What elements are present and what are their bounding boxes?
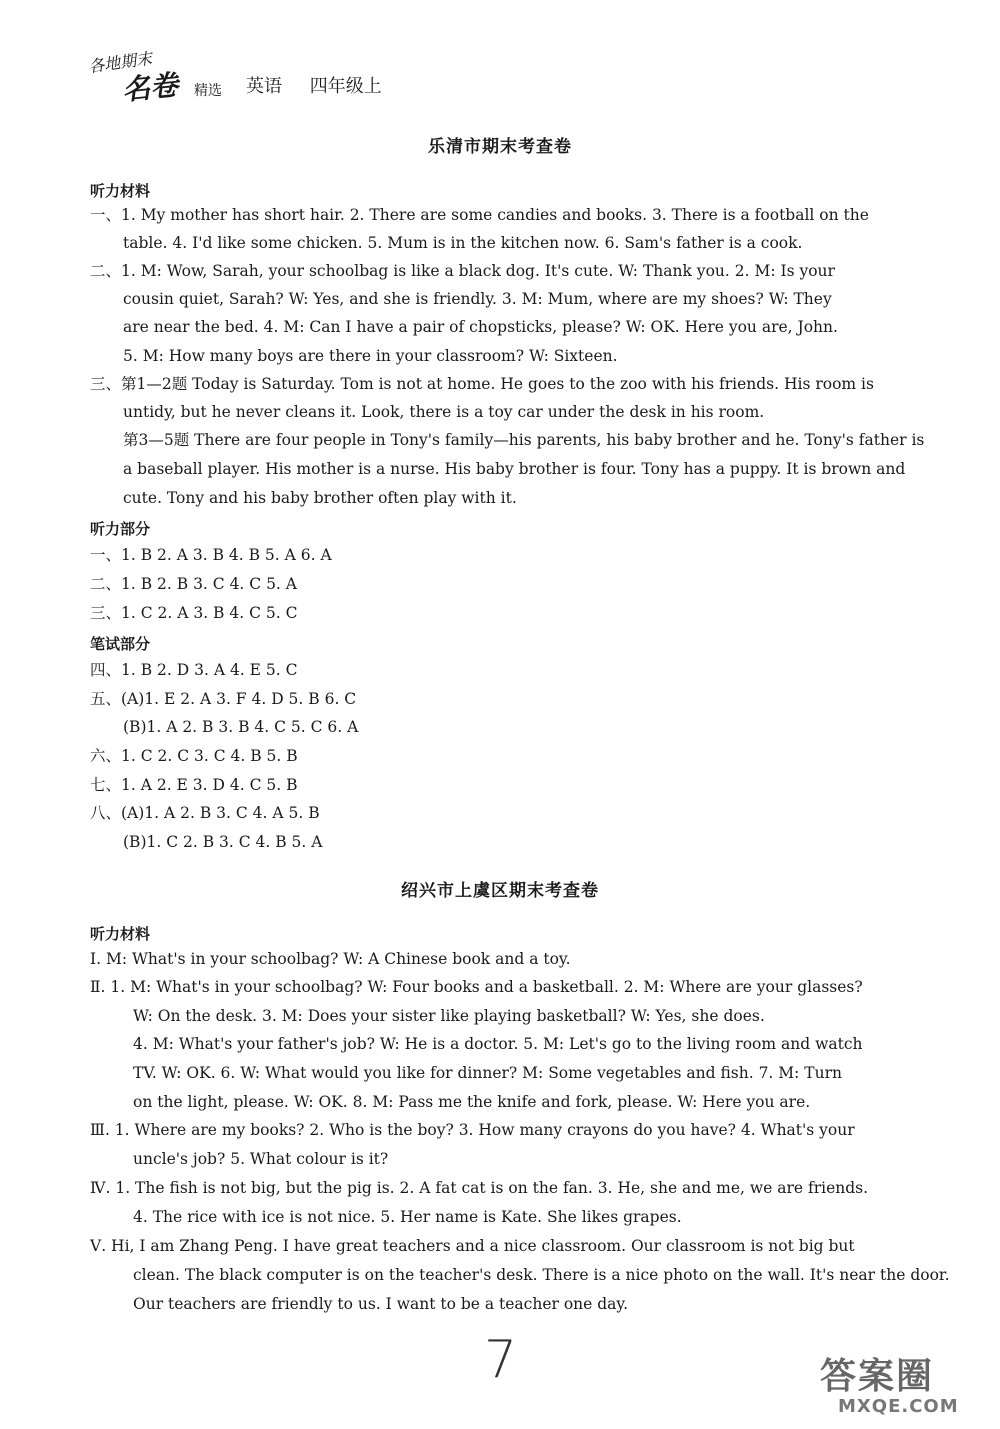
answer-line: 五、(A)1. E 2. A 3. F 4. D 5. B 6. C — [90, 690, 357, 708]
logo-text-2: 名卷 — [120, 68, 180, 107]
answer-line: 四、1. B 2. D 3. A 4. E 5. C — [90, 661, 298, 679]
text-line: 第3—5题 There are four people in Tony's family—his parents, his baby brother and he. Tony's father is — [123, 431, 925, 449]
grade-label: 四年级上 — [309, 76, 382, 97]
series-logo — [82, 50, 242, 106]
logo-text-3: 精选 — [194, 83, 222, 99]
answer-line: 八、(A)1. A 2. B 3. C 4. A 5. B — [90, 804, 320, 822]
text-line: uncle's job? 5. What colour is it? — [133, 1150, 389, 1168]
text-line: Ⅰ. M: What's in your schoolbag? W: A Chinese book and a toy. — [90, 950, 571, 968]
watermark-url: MXQE.COM — [838, 1396, 959, 1417]
text-line: Ⅱ. 1. M: What's in your schoolbag? W: Four books and a basketball. 2. M: Where are your glasses? — [90, 978, 863, 996]
logo-text-1: 各地期末 — [87, 48, 154, 77]
text-line: 一、1. My mother has short hair. 2. There are some candies and books. 3. There is a football on the — [90, 206, 869, 224]
answer-line: 一、1. B 2. A 3. B 4. B 5. A 6. A — [90, 546, 332, 564]
text-line: 4. The rice with ice is not nice. 5. Her name is Kate. She likes grapes. — [133, 1208, 682, 1226]
text-line: are near the bed. 4. M: Can I have a pair of chopsticks, please? W: OK. Here you are, John. — [123, 318, 838, 336]
text-line: 三、第1—2题 Today is Saturday. Tom is not at home. He goes to the zoo with his friends. His room is — [90, 375, 874, 393]
written-heading: 笔试部分 — [90, 635, 151, 653]
text-line: cousin quiet, Sarah? W: Yes, and she is friendly. 3. M: Mum, where are my shoes? W: They — [123, 290, 832, 308]
text-line: table. 4. I'd like some chicken. 5. Mum is in the kitchen now. 6. Sam's father is a cook. — [123, 234, 803, 252]
listening-heading: 听力部分 — [90, 520, 151, 538]
text-line: Ⅳ. 1. The fish is not big, but the pig is. 2. A fat cat is on the fan. 3. He, she and me, we are friends. — [90, 1179, 869, 1197]
text-line: on the light, please. W: OK. 8. M: Pass me the knife and fork, please. W: Here you are. — [133, 1093, 811, 1111]
text-line: Ⅴ. Hi, I am Zhang Peng. I have great teachers and a nice classroom. Our classroom is not big but — [90, 1237, 855, 1255]
text-line: 二、1. M: Wow, Sarah, your schoolbag is like a black dog. It's cute. W: Thank you. 2. M: Is your — [90, 262, 835, 280]
section2-title: 绍兴市上虞区期末考查卷 — [401, 881, 599, 901]
subject-label: 英语 — [246, 76, 282, 97]
answer-line: 六、1. C 2. C 3. C 4. B 5. B — [90, 747, 298, 765]
watermark-logo — [820, 1348, 996, 1424]
answer-line: 七、1. A 2. E 3. D 4. C 5. B — [90, 776, 298, 794]
answer-line: (B)1. A 2. B 3. B 4. C 5. C 6. A — [123, 718, 359, 736]
answer-line: 二、1. B 2. B 3. C 4. C 5. A — [90, 575, 297, 593]
section1-title: 乐清市期末考查卷 — [428, 137, 572, 157]
text-line: 5. M: How many boys are there in your classroom? W: Sixteen. — [123, 347, 618, 365]
text-line: W: On the desk. 3. M: Does your sister like playing basketball? W: Yes, she does. — [133, 1007, 765, 1025]
text-line: Ⅲ. 1. Where are my books? 2. Who is the boy? 3. How many crayons do you have? 4. What's your — [90, 1121, 855, 1139]
text-line: cute. Tony and his baby brother often play with it. — [123, 489, 517, 507]
answer-line: (B)1. C 2. B 3. C 4. B 5. A — [123, 833, 323, 851]
text-line: untidy, but he never cleans it. Look, there is a toy car under the desk in his room. — [123, 403, 765, 421]
page-number: 7 — [484, 1330, 518, 1390]
section2-material-heading: 听力材料 — [90, 925, 151, 943]
page-header — [246, 72, 404, 98]
section1-material-heading: 听力材料 — [90, 182, 151, 200]
text-line: clean. The black computer is on the teacher's desk. There is a nice photo on the wall. It's near the door. — [133, 1266, 950, 1284]
text-line: 4. M: What's your father's job? W: He is a doctor. 5. M: Let's go to the living room and watch — [133, 1035, 863, 1053]
text-line: a baseball player. His mother is a nurse. His baby brother is four. Tony has a puppy. It is brown and — [123, 460, 906, 478]
text-line: TV. W: OK. 6. W: What would you like for dinner? M: Some vegetables and fish. 7. M: Turn — [133, 1064, 843, 1082]
answer-line: 三、1. C 2. A 3. B 4. C 5. C — [90, 604, 298, 622]
text-line: Our teachers are friendly to us. I want to be a teacher one day. — [133, 1295, 629, 1313]
watermark-text: 答案圈 — [820, 1356, 935, 1397]
